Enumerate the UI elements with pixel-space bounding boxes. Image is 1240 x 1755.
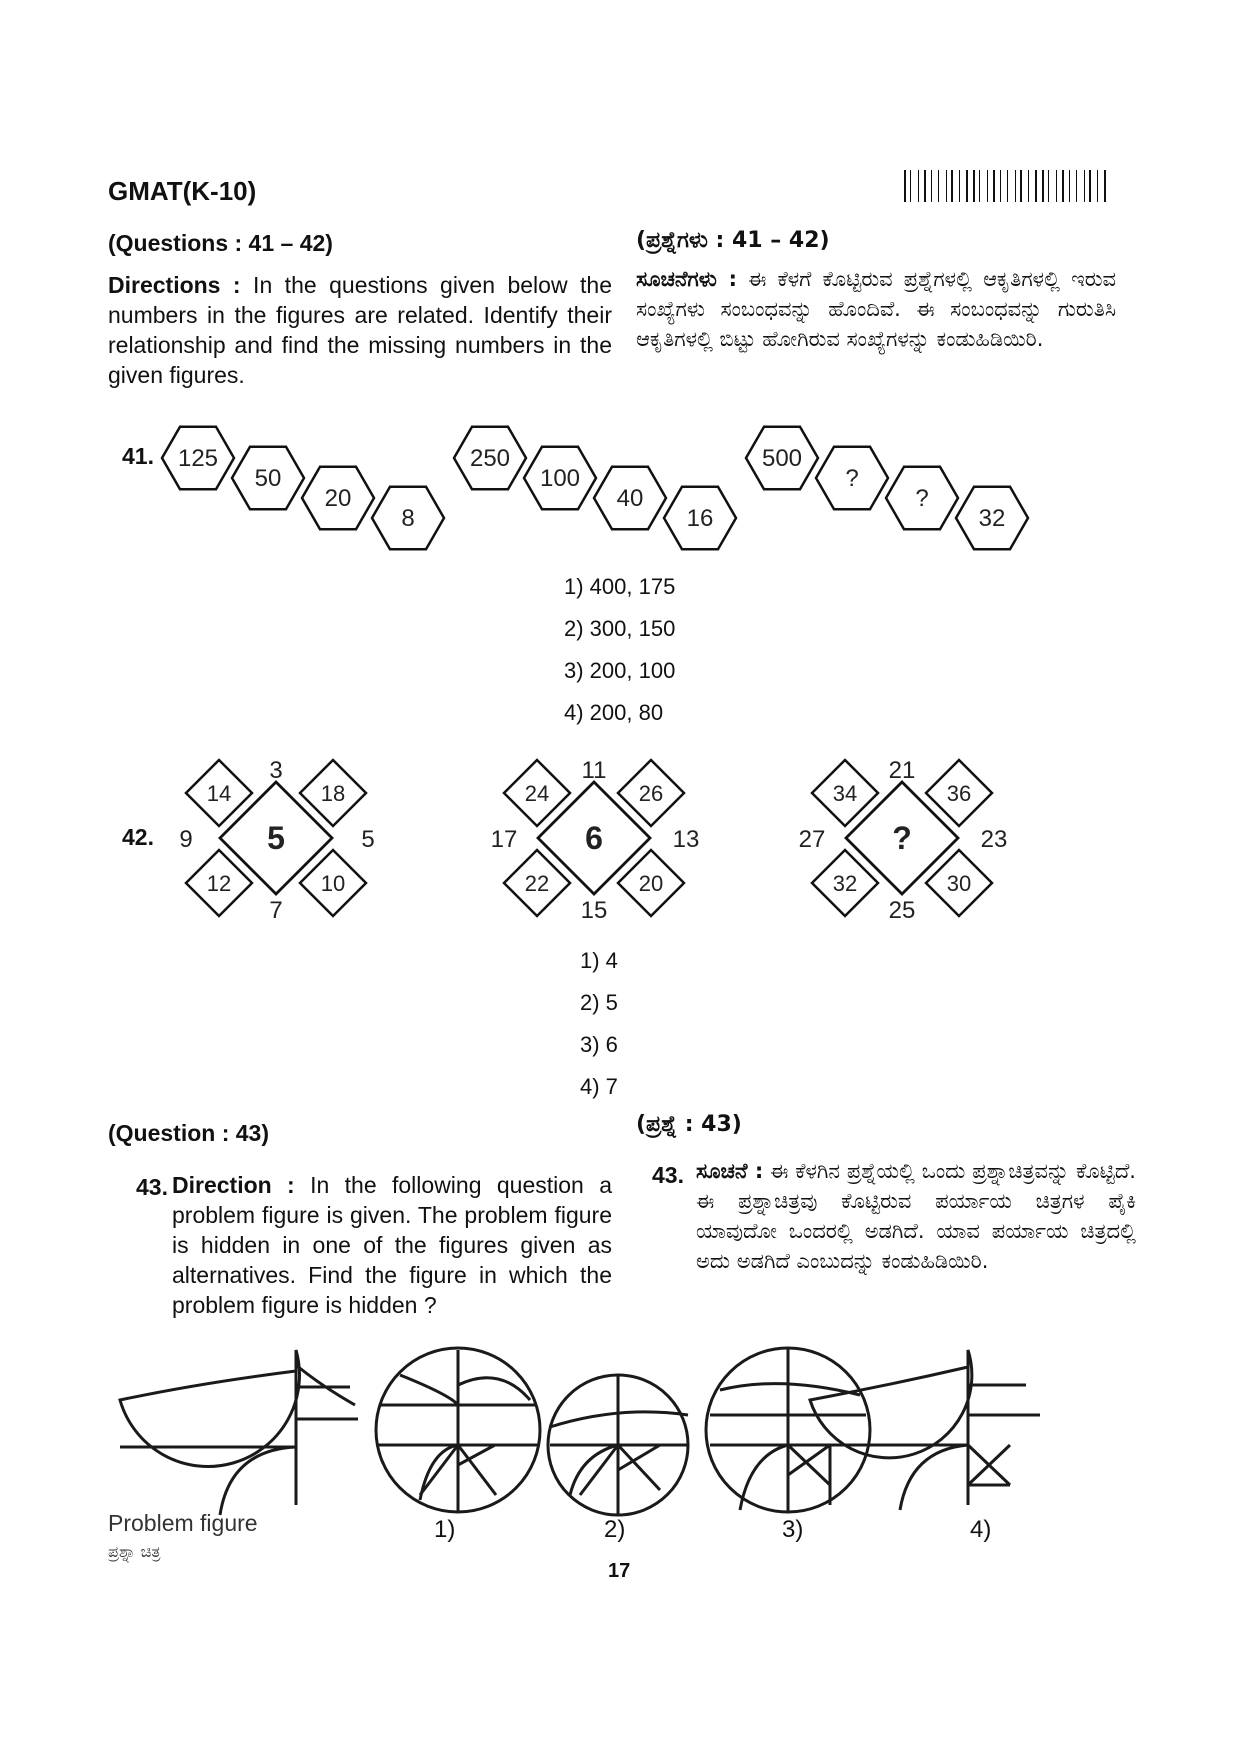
q41-option-2[interactable]: 2) 300, 150 xyxy=(564,616,676,641)
q42-option-2[interactable]: 2) 5 xyxy=(580,990,618,1015)
section2-heading-kn: (ಪ್ರಶ್ನೆ : 43) xyxy=(636,1112,742,1137)
q42-corner-value: 22 xyxy=(524,871,550,896)
option-figure-3[interactable] xyxy=(706,1348,870,1512)
directions-kn xyxy=(636,264,1116,354)
q41-hexagon-value: 125 xyxy=(177,445,219,472)
problem-figure xyxy=(120,1350,358,1515)
q41-hexagon-value: ? xyxy=(915,485,929,512)
q42-outer-value-top: 3 xyxy=(269,757,283,784)
q41-figure xyxy=(160,400,1080,580)
q42-option-1[interactable]: 1) 4 xyxy=(580,948,618,973)
q43-number-en: 43. xyxy=(136,1174,168,1200)
q41-number: 41. xyxy=(122,443,154,469)
q42-outer-value-top: 21 xyxy=(888,757,916,784)
q41-hexagon-value: 100 xyxy=(539,465,581,492)
q41-hexagon-value: 40 xyxy=(616,485,644,512)
barcode xyxy=(904,170,1112,202)
option-label-3: 3) xyxy=(782,1516,804,1543)
q41-hexagon-value: 20 xyxy=(324,485,352,512)
q42-corner-value: 30 xyxy=(946,871,972,896)
q42-outer-value-left: 17 xyxy=(490,826,518,853)
q42-outer-value-right: 23 xyxy=(980,826,1008,853)
option-figure-1[interactable] xyxy=(376,1348,540,1512)
section-heading-en: (Questions : 41 – 42) xyxy=(108,230,333,256)
q43-direction-label-en: Direction : xyxy=(172,1172,295,1198)
q41-hexagon-value: 8 xyxy=(401,505,415,532)
q42-outer-value-bottom: 25 xyxy=(888,897,916,924)
q43-direction-kn xyxy=(696,1156,1136,1276)
directions-label-en: Directions : xyxy=(108,272,241,298)
q42-option-3[interactable]: 3) 6 xyxy=(580,1032,618,1057)
page-number: 17 xyxy=(608,1560,631,1582)
paper-code: GMAT(K-10) xyxy=(108,176,257,206)
q42-figure xyxy=(160,740,1120,940)
q42-corner-value: 34 xyxy=(832,781,858,806)
directions-label-kn: ಸೂಚನೆಗಳು : xyxy=(636,267,737,291)
option-figure-2[interactable] xyxy=(548,1375,688,1515)
problem-figure-label-kn: ಪ್ರಶ್ನಾ ಚಿತ್ರ xyxy=(108,1542,161,1561)
q42-outer-value-top: 11 xyxy=(581,757,607,784)
q42-number: 42. xyxy=(122,824,154,850)
q43-number-kn: 43. xyxy=(652,1162,684,1188)
q41-option-1[interactable]: 1) 400, 175 xyxy=(564,574,676,599)
option-label-4: 4) xyxy=(970,1516,992,1543)
option-label-2: 2) xyxy=(604,1516,626,1543)
q41-hexagon-value: 16 xyxy=(686,505,714,532)
q42-center-value: 5 xyxy=(267,820,285,856)
option-figure-4[interactable] xyxy=(810,1350,1040,1510)
q42-corner-value: 12 xyxy=(206,871,232,896)
q43-figures xyxy=(100,1345,1100,1525)
section2-heading-en: (Question : 43) xyxy=(108,1120,270,1146)
section-heading-kn: (ಪ್ರಶ್ನೆಗಳು : 41 – 42) xyxy=(636,228,830,253)
q42-corner-value: 36 xyxy=(946,781,972,806)
q41-option-4[interactable]: 4) 200, 80 xyxy=(564,700,664,725)
q41-hexagon-value: 250 xyxy=(469,445,511,472)
q42-corner-value: 14 xyxy=(206,781,232,806)
q43-direction-en xyxy=(172,1170,612,1320)
q42-outer-value-right: 13 xyxy=(672,826,700,853)
q42-options xyxy=(580,940,618,1108)
problem-figure-label-en: Problem figure xyxy=(108,1510,258,1536)
q42-corner-value: 18 xyxy=(320,781,346,806)
directions-text-en: In the questions given below the numbers in the figures are related. Identify their relationship and find the missing numbers in the given figures. xyxy=(108,272,612,388)
directions-en xyxy=(108,270,612,390)
directions-text-kn: ಈ ಕೆಳಗೆ ಕೊಟ್ಟಿರುವ ಪ್ರಶ್ನೆಗಳಲ್ಲಿ ಆಕೃತಿಗಳಲ್ಲಿ ಇರುವ ಸಂಖ್ಯೆಗಳು ಸಂಬಂಧವನ್ನು ಹೊಂದಿವೆ. ಈ ಸಂಬಂಧವನ್ನು ಗುರುತಿಸಿ ಆಕೃತಿಗಳಲ್ಲಿ ಬಿಟ್ಟು ಹೋಗಿರುವ ಸಂಖ್ಯೆಗಳನ್ನು ಕಂಡುಹಿಡಿಯಿರಿ. xyxy=(636,267,1116,351)
q41-hexagon-value: ? xyxy=(845,465,859,492)
q42-corner-value: 32 xyxy=(832,871,858,896)
q43-direction-text-en: In the following question a problem figure is given. The problem figure is hidden in one of the figures given as alternatives. Find the figure in which the problem figure is hidden ? xyxy=(172,1172,612,1318)
q41-hexagon-value: 32 xyxy=(978,505,1006,532)
q42-center-value: 6 xyxy=(585,820,603,856)
q42-corner-value: 26 xyxy=(638,781,664,806)
q43-direction-text-kn: ಈ ಕೆಳಗಿನ ಪ್ರಶ್ನೆಯಲ್ಲಿ ಒಂದು ಪ್ರಶ್ನಾಚಿತ್ರವನ್ನು ಕೊಟ್ಟಿದೆ. ಈ ಪ್ರಶ್ನಾಚಿತ್ರವು ಕೊಟ್ಟಿರುವ ಪರ್ಯಾಯ ಚಿತ್ರಗಳ ಪೈಕಿ ಯಾವುದೋ ಒಂದರಲ್ಲಿ ಅಡಗಿದೆ. ಯಾವ ಪರ್ಯಾಯ ಚಿತ್ರದಲ್ಲಿ ಅದು ಅಡಗಿದೆ ಎಂಬುದನ್ನು ಕಂಡುಹಿಡಿಯಿರಿ. xyxy=(696,1159,1136,1273)
q42-corner-value: 24 xyxy=(524,781,550,806)
q42-outer-value-left: 27 xyxy=(798,826,826,853)
q42-outer-value-bottom: 7 xyxy=(269,897,283,924)
barcode-graphic xyxy=(904,170,1112,202)
q41-options xyxy=(564,566,675,734)
q42-center-value: ? xyxy=(892,820,912,856)
q42-outer-value-bottom: 15 xyxy=(580,897,608,924)
q41-hexagon-value: 500 xyxy=(761,445,803,472)
q42-corner-value: 10 xyxy=(320,871,346,896)
q42-outer-value-left: 9 xyxy=(179,826,193,853)
q42-option-4[interactable]: 4) 7 xyxy=(580,1074,618,1099)
q42-corner-value: 20 xyxy=(638,871,664,896)
option-label-1: 1) xyxy=(434,1516,456,1543)
q42-outer-value-right: 5 xyxy=(361,826,375,853)
q41-hexagon-value: 50 xyxy=(254,465,282,492)
q43-direction-label-kn: ಸೂಚನೆ : xyxy=(696,1159,764,1183)
q41-option-3[interactable]: 3) 200, 100 xyxy=(564,658,676,683)
